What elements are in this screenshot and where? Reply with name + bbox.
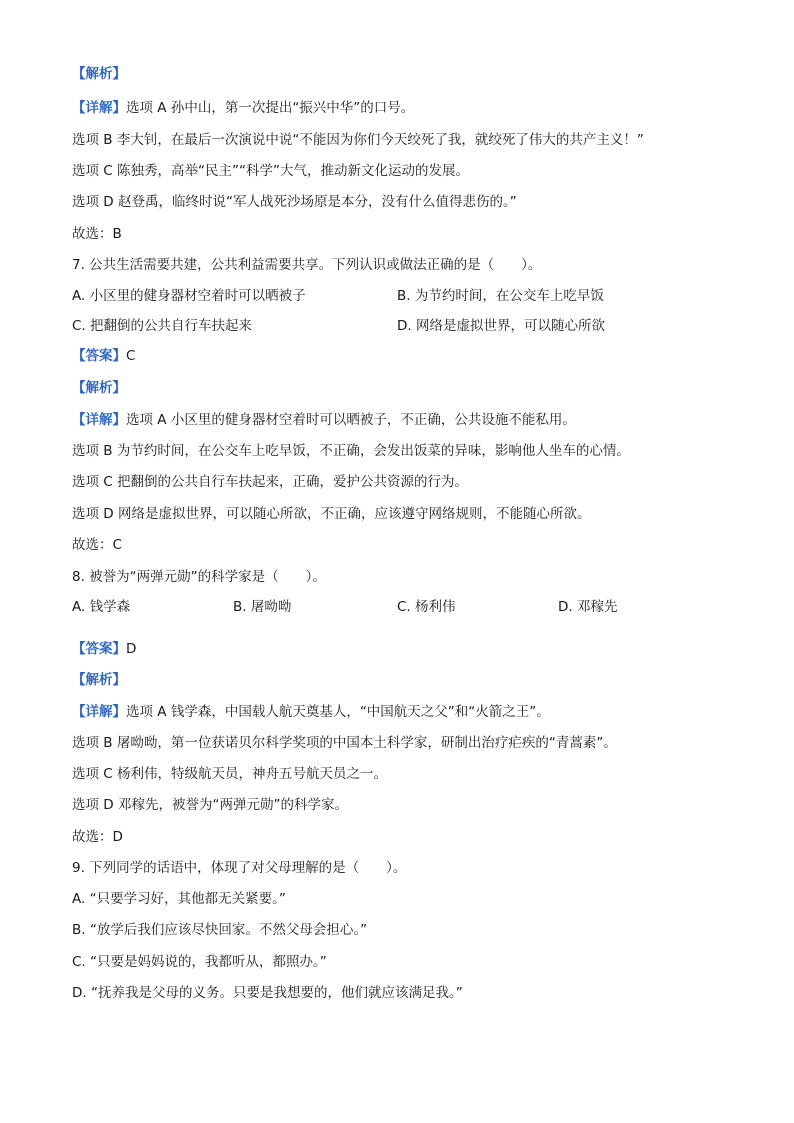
q7-option-a: A. 小区里的健身器材空着时可以晒被子 <box>72 288 306 304</box>
detail-tag: 【详解】 <box>72 704 126 720</box>
q7-option-d: D. 网络是虚拟世界，可以随心所欲 <box>397 318 605 334</box>
answer-value: D <box>126 641 137 657</box>
choice-line: 故选：B <box>72 226 122 242</box>
q7-option-b: B. 为节约时间，在公交车上吃早饭 <box>397 288 604 304</box>
q9-option-a: A. “只要学习好，其他都无关紧要。” <box>72 891 286 907</box>
answer-tag: 【答案】 <box>72 348 126 364</box>
q9-option-d: D. “抚养我是父母的义务。只要是我想要的，他们就应该满足我。” <box>72 985 463 1001</box>
q8-option-a: A. 钱学森 <box>72 599 131 615</box>
question-8-stem: 8. 被誉为“两弹元勋”的科学家是（ ）。 <box>72 569 326 585</box>
q8-detail-d: 选项 D 邓稼先，被誉为“两弹元勋”的科学家。 <box>72 797 348 813</box>
q8-detail-a <box>72 702 550 722</box>
question-7-stem: 7. 公共生活需要共建，公共利益需要共享。下列认识或做法正确的是（ ）。 <box>72 257 542 273</box>
question-9-stem: 9. 下列同学的话语中，体现了对父母理解的是（ ）。 <box>72 860 407 876</box>
q8-option-c: C. 杨利伟 <box>397 599 456 615</box>
q7-detail-d: 选项 D 网络是虚拟世界，可以随心所欲，不正确，应该遵守网络规则，不能随心所欲。 <box>72 506 591 522</box>
q7-answer-line <box>72 346 135 366</box>
q7-detail-c: 选项 C 把翻倒的公共自行车扶起来，正确，爱护公共资源的行为。 <box>72 474 469 490</box>
q9-option-c: C. “只要是妈妈说的，我都听从，都照办。” <box>72 954 327 970</box>
q8-detail-c: 选项 C 杨利伟，特级航天员，神舟五号航天员之一。 <box>72 766 388 782</box>
q8-detail-b: 选项 B 屠呦呦，第一位获诺贝尔科学奖项的中国本土科学家，研制出治疗疟疾的“青蒿素”。 <box>72 735 617 751</box>
q7-detail-b: 选项 B 为节约时间，在公交车上吃早饭，不正确，会发出饭菜的异味，影响他人坐车的心情。 <box>72 443 630 459</box>
detail-text: 选项 A 钱学森，中国载人航天奠基人，“中国航天之父”和“火箭之王”。 <box>126 704 550 720</box>
q8-answer-line <box>72 639 136 659</box>
answer-tag: 【答案】 <box>72 641 126 657</box>
analysis-tag: 【解析】 <box>72 66 126 82</box>
answer-value: C <box>126 348 136 364</box>
detail-line-b: 选项 B 李大钊，在最后一次演说中说“不能因为你们今天绞死了我，就绞死了伟大的共产主义！” <box>72 132 644 148</box>
q8-option-d: D. 邓稼先 <box>558 599 618 615</box>
detail-line-c: 选项 C 陈独秀，高举“民主”“科学”大气，推动新文化运动的发展。 <box>72 163 469 179</box>
q7-option-c: C. 把翻倒的公共自行车扶起来 <box>72 318 253 334</box>
q8-analysis-tag: 【解析】 <box>72 672 126 688</box>
detail-line-d: 选项 D 赵登禹，临终时说“军人战死沙场原是本分，没有什么值得悲伤的。” <box>72 194 517 210</box>
q9-option-b: B. “放学后我们应该尽快回家。不然父母会担心。” <box>72 922 368 938</box>
detail-text: 选项 A 小区里的健身器材空着时可以晒被子，不正确，公共设施不能私用。 <box>126 412 576 428</box>
detail-text: 选项 A 孙中山，第一次提出“振兴中华”的口号。 <box>126 100 415 116</box>
q8-choice: 故选：D <box>72 829 123 845</box>
q7-detail-a <box>72 410 576 430</box>
q7-analysis-tag: 【解析】 <box>72 380 126 396</box>
detail-line-a <box>72 98 414 118</box>
q7-choice: 故选：C <box>72 537 122 553</box>
q8-option-b: B. 屠呦呦 <box>233 599 292 615</box>
detail-tag: 【详解】 <box>72 100 126 116</box>
detail-tag: 【详解】 <box>72 412 126 428</box>
